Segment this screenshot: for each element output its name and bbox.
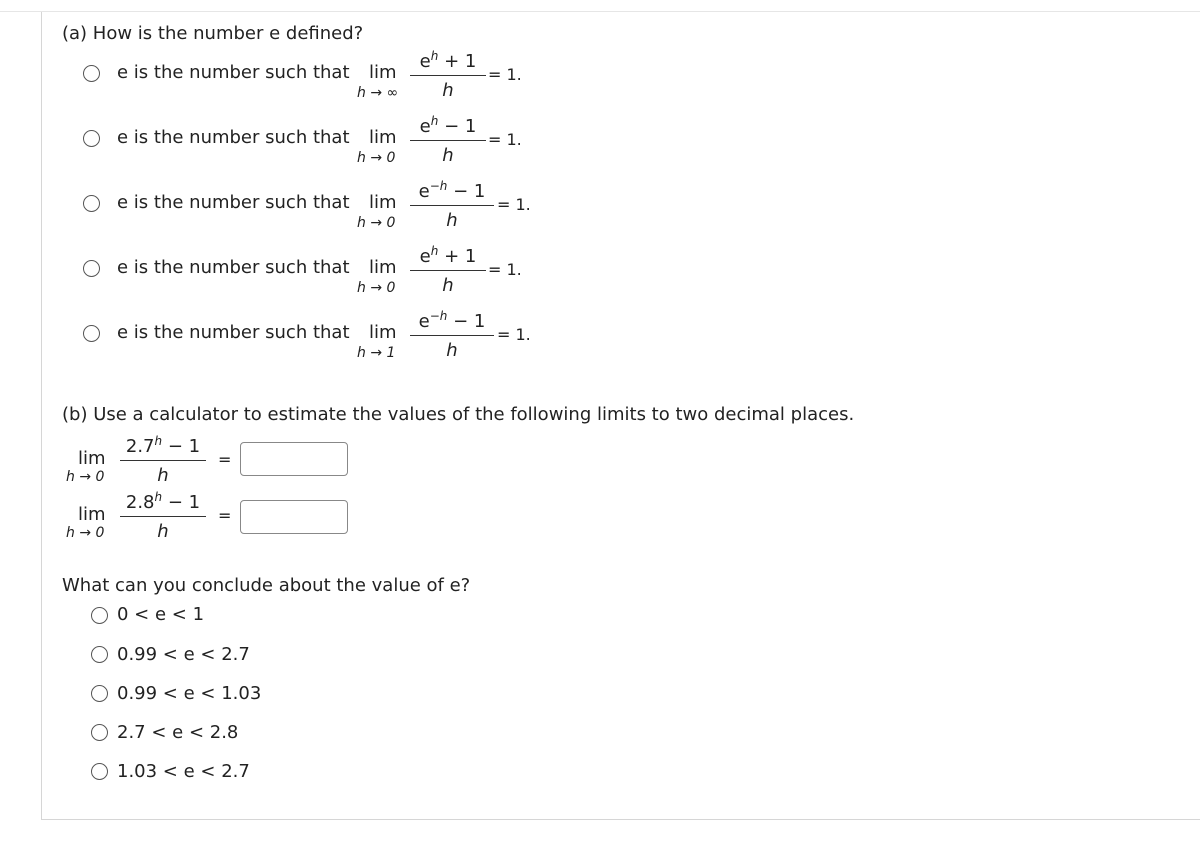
- radio-conclude-option-2[interactable]: [91, 646, 108, 663]
- option-a3-rhs: = 1.: [497, 195, 531, 214]
- conclude-option-5-label: 1.03 < e < 2.7: [117, 761, 250, 782]
- option-a2-fraction: $e^h - 1$ h: [410, 116, 486, 167]
- option-a1-fraction: $e^h + 1$ h: [410, 51, 486, 102]
- radio-a-option-2[interactable]: [83, 130, 100, 147]
- option-a5-prefix: e is the number such that: [117, 322, 350, 343]
- limit-2-lim: lim: [78, 504, 106, 525]
- radio-a-option-3[interactable]: [83, 195, 100, 212]
- radio-a-option-1[interactable]: [83, 65, 100, 82]
- option-a4-limit-subscript: h → 0: [357, 280, 396, 296]
- conclude-option-4-label: 2.7 < e < 2.8: [117, 722, 239, 743]
- conclude-option-1-label: 0 < e < 1: [117, 604, 205, 625]
- option-a4-fraction: $e^h + 1$ h: [410, 246, 486, 297]
- conclude-option-2-label: 0.99 < e < 2.7: [117, 644, 250, 665]
- limit-1-lim: lim: [78, 448, 106, 469]
- option-a3-lim: lim: [369, 192, 397, 213]
- option-a5-fraction: $e^{-h} - 1$ h: [410, 311, 494, 362]
- option-a2-limit-subscript: h → 0: [357, 150, 396, 166]
- radio-conclude-option-3[interactable]: [91, 685, 108, 702]
- conclude-question: What can you conclude about the value of e?: [62, 575, 471, 596]
- limit-1-subscript: h → 0: [66, 469, 105, 485]
- option-a5-rhs: = 1.: [497, 325, 531, 344]
- limit-2-equals: =: [218, 506, 232, 525]
- option-a3-prefix: e is the number such that: [117, 192, 350, 213]
- radio-a-option-5[interactable]: [83, 325, 100, 342]
- option-a1-lim: lim: [369, 62, 397, 83]
- option-a5-lim: lim: [369, 322, 397, 343]
- option-a1-limit-subscript: h → ∞: [357, 85, 399, 101]
- radio-a-option-4[interactable]: [83, 260, 100, 277]
- limit-2-answer-input[interactable]: [240, 500, 348, 534]
- fraction-numerator-base: e: [419, 51, 431, 72]
- limit-1-equals: =: [218, 450, 232, 469]
- part-a-question: (a) How is the number e defined?: [62, 23, 364, 44]
- radio-conclude-option-1[interactable]: [91, 607, 108, 624]
- option-a4-rhs: = 1.: [488, 260, 522, 279]
- option-a1-prefix: e is the number such that: [117, 62, 350, 83]
- radio-conclude-option-5[interactable]: [91, 763, 108, 780]
- option-a2-rhs: = 1.: [488, 130, 522, 149]
- option-a4-prefix: e is the number such that: [117, 257, 350, 278]
- option-a3-fraction: $e^{-h} - 1$ h: [410, 181, 494, 232]
- part-b-question: (b) Use a calculator to estimate the values of the following limits to two decimal places.: [62, 404, 855, 425]
- limit-1-fraction: 2.7$^h$ − 1 h: [120, 436, 206, 487]
- option-a5-limit-subscript: h → 1: [357, 345, 396, 361]
- limit-2-fraction: 2.8$^h$ − 1 h: [120, 492, 206, 543]
- option-a2-lim: lim: [369, 127, 397, 148]
- option-a3-limit-subscript: h → 0: [357, 215, 396, 231]
- conclude-option-3-label: 0.99 < e < 1.03: [117, 683, 262, 704]
- option-a4-lim: lim: [369, 257, 397, 278]
- option-a2-prefix: e is the number such that: [117, 127, 350, 148]
- limit-2-subscript: h → 0: [66, 525, 105, 541]
- option-a1-rhs: = 1.: [488, 65, 522, 84]
- limit-1-answer-input[interactable]: [240, 442, 348, 476]
- radio-conclude-option-4[interactable]: [91, 724, 108, 741]
